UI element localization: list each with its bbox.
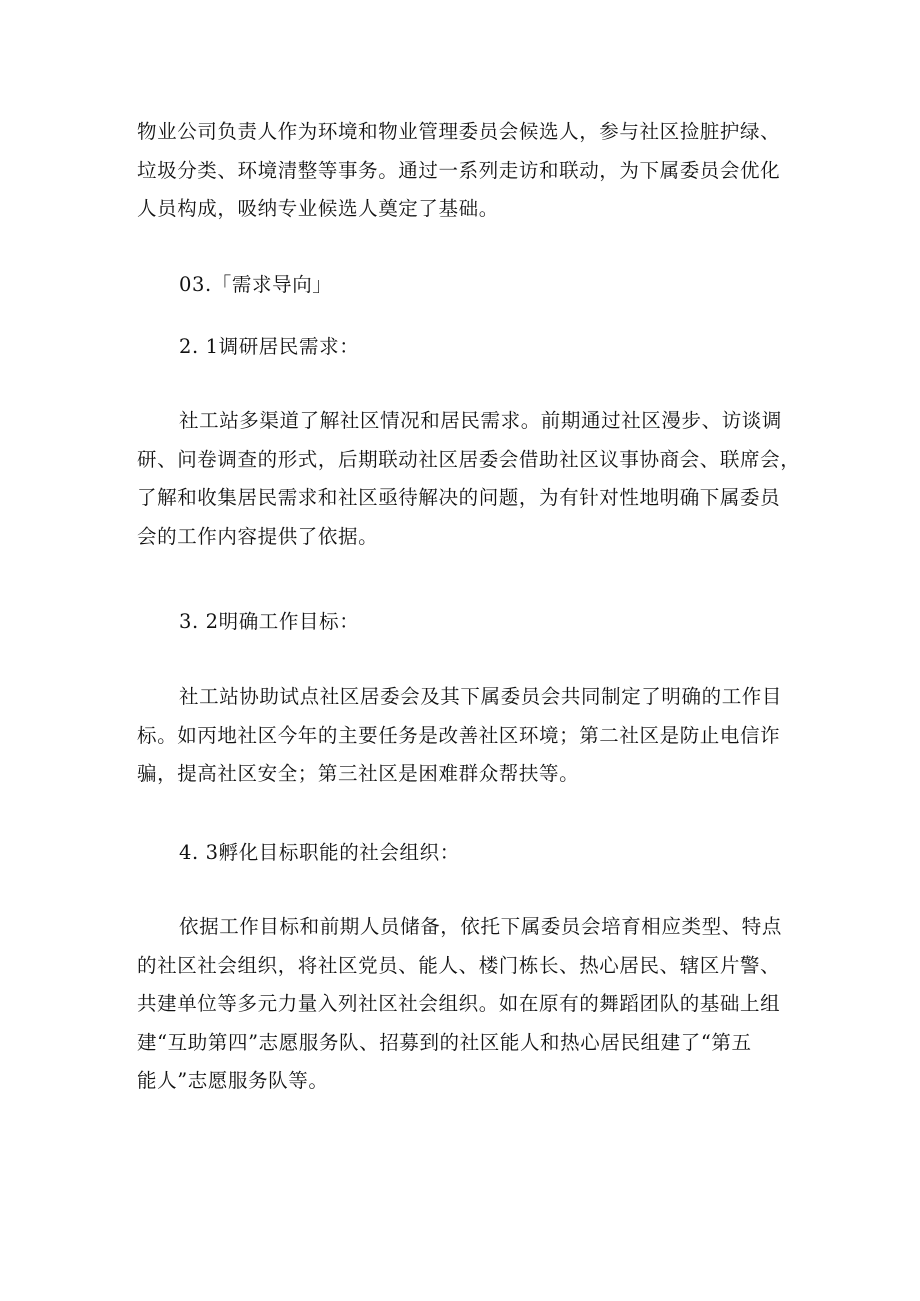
paragraph-line: 会的工作内容提供了依据。 [137,524,379,548]
subheading-define-goals: 3. 2明确工作目标： [179,610,360,633]
section-heading-demand-oriented: 03.「需求导向」 [179,273,333,296]
paragraph-incubation [137,908,787,1101]
paragraph-line: 垃圾分类、环境清整等事务。通过一系列走访和联动，为下属委员会优化 [137,158,781,182]
paragraph-goals [137,678,787,794]
paragraph-line: 了解和收集居民需求和社区亟待解决的问题，为有针对性地明确下属委员 [137,486,781,509]
paragraph-line: 共建单位等多元力量入列社区社会组织。如在原有的舞蹈团队的基础上组 [137,992,781,1015]
paragraph-line: 标。如丙地社区今年的主要任务是改善社区环境；第二社区是防止电信诈 [137,723,781,747]
paragraph-line: 社工站协助试点社区居委会及其下属委员会共同制定了明确的工作目 [179,685,783,708]
paragraph-line: 依据工作目标和前期人员储备，依托下属委员会培育相应类型、特点 [179,915,783,938]
paragraph-line: 研、问卷调查的形式，后期联动社区居委会借助社区议事协商会、联席会， [137,447,801,471]
paragraph-line: 人员构成，吸纳专业候选人奠定了基础。 [137,197,499,220]
paragraph-candidates [137,113,787,229]
paragraph-line: 能人”志愿服务队等。 [137,1069,329,1092]
paragraph-line: 社工站多渠道了解社区情况和居民需求。前期通过社区漫步、访谈调 [179,409,783,432]
paragraph-line: 建“互助第四”志愿服务队、招募到的社区能人和热心居民组建了“第五 [137,1030,752,1054]
subheading-incubate-orgs: 4. 3孵化目标职能的社会组织： [179,841,460,864]
subheading-survey-needs: 2. 1调研居民需求： [179,335,360,358]
paragraph-line: 物业公司负责人作为环境和物业管理委员会候选人，参与社区捡脏护绿、 [137,120,781,143]
paragraph-line: 的社区社会组织，将社区党员、能人、楼门栋长、热心居民、辖区片警、 [137,953,781,977]
paragraph-survey [137,402,801,556]
paragraph-line: 骗，提高社区安全；第三社区是困难群众帮扶等。 [137,762,580,785]
